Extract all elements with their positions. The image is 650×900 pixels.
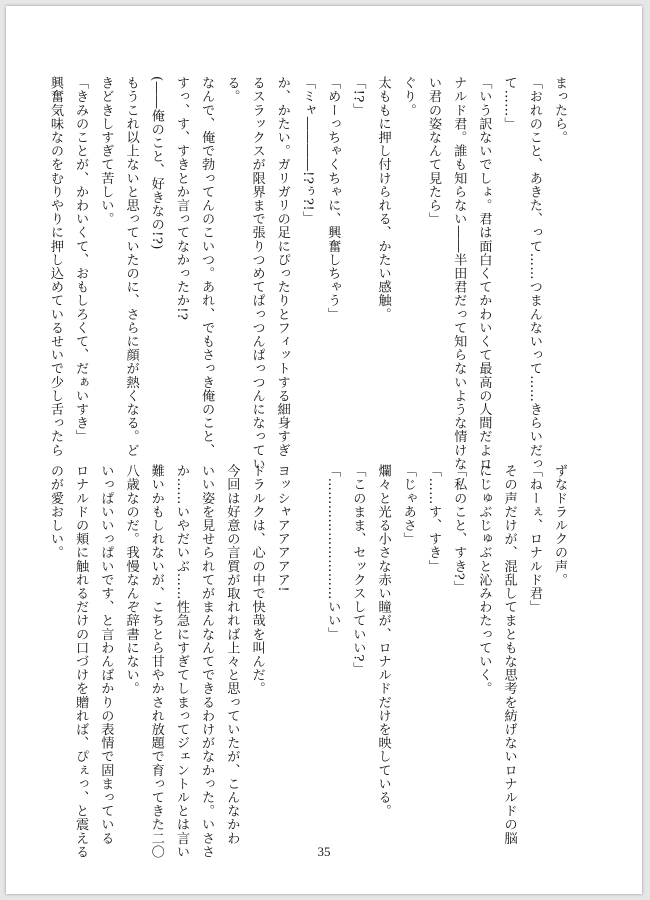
text-line: い君の姿なんて見たら」 [425,76,441,226]
text-line: 太ももに押し付けられる、かたい感触。 [375,76,391,321]
page-number: 35 [317,844,331,859]
text-line: 「ねーぇ、ロナルド君」 [526,464,542,614]
text-line: 興奮気味なのをむりやりに押し込めているせいで少し舌ったら [47,76,63,457]
text-line: て……」 [501,76,517,131]
text-line: その声だけが、混乱してまともな思考を紡げないロナルドの脳 [501,464,517,845]
text-line: 「私のこと、すき?」 [451,464,467,594]
text-block-top [43,76,572,471]
text-line: のが愛おしい。 [47,464,63,560]
text-line: か、かたい。ガリガリの足にぴったりとフィットする細身すぎ [274,76,290,457]
text-line: 爛々と光る小さな赤い瞳が、ロナルドだけを映している。 [375,464,391,818]
book-page [6,6,642,894]
text-line: ヨッシャアアアアア! [274,464,290,593]
text-line: るスラックスが限界まで張りつめてぱっつんぱっつんになってい [249,76,265,471]
text-line: 「きみのことが、かわいくて、おもしろくて、だぁいすき」 [73,76,89,444]
text-line: 「ミャ――――!?ぅ?!」 [299,76,315,225]
text-line: なんで、俺で勃ってんのこいつ。あれ、でもさっき俺のこと、 [199,76,215,457]
text-line [295,464,320,824]
text-line: 今回は好意の言質が取れれば上々と思っていたが、こんなかわ [224,464,240,845]
text-line: 「……す、すき」 [425,464,441,573]
text-line: か……いやだいぶ……性急にすぎてしまってジェントルとは言い [173,464,189,859]
text-line: 「!?」 [350,76,366,117]
text-line: ナルド君。誰も知らない――半田君だって知らないような情けな [451,76,467,471]
text-line: きどきしすぎて苦しい。 [98,76,114,226]
text-line: すっ、す、すきとか言ってなかったか!? [173,76,189,321]
text-line: 八歳なのだ。我慢なんぞ辞書にない。 [123,464,139,696]
text-line: 難いかもしれないが、こちとら甘やかされ放題で育ってきた二〇 [148,464,164,859]
text-line: 「いう訳ないでしょ。君は面白くてかわいくて最高の人間だよロ [476,76,492,471]
text-line: 「めーっちゃくちゃに、興奮しちゃう」 [325,76,341,321]
text-line: る。 [224,76,240,104]
text-line: もうこれ以上ないと思っていたのに、さらに顔が熱くなる。ど [123,76,139,457]
text-line: 「おれのこと、あきた、って……つまんないって……きらいだっ [526,76,542,471]
text-line: ぐり。 [400,76,416,117]
text-line: 「このまま、セックスしていい?」 [350,464,366,676]
text-line: ドラルクは、心の中で快哉を叫んだ。 [249,464,265,696]
text-line: いっぱいいっぱいです、と言わんばかりの表情で固まっている [98,464,114,845]
text-line: ロナルドの頬に触れるだけの口づけを贈れば、ぴぇっ、と震える [73,464,89,859]
text-line: 「………………………いい」 [325,464,341,641]
text-line: (――俺のこと、好きなの!?) [148,76,164,250]
text-line: まったら。 [552,76,567,144]
text-line: ずなドラルクの声。 [552,464,567,587]
text-line: にじゅぶじゅぶと沁みわたっていく。 [476,464,492,696]
text-line: 「じゃあさ」 [400,464,416,546]
text-line: いい姿を見せられてがまんなんてできるわけがなかった。いささ [199,464,215,859]
